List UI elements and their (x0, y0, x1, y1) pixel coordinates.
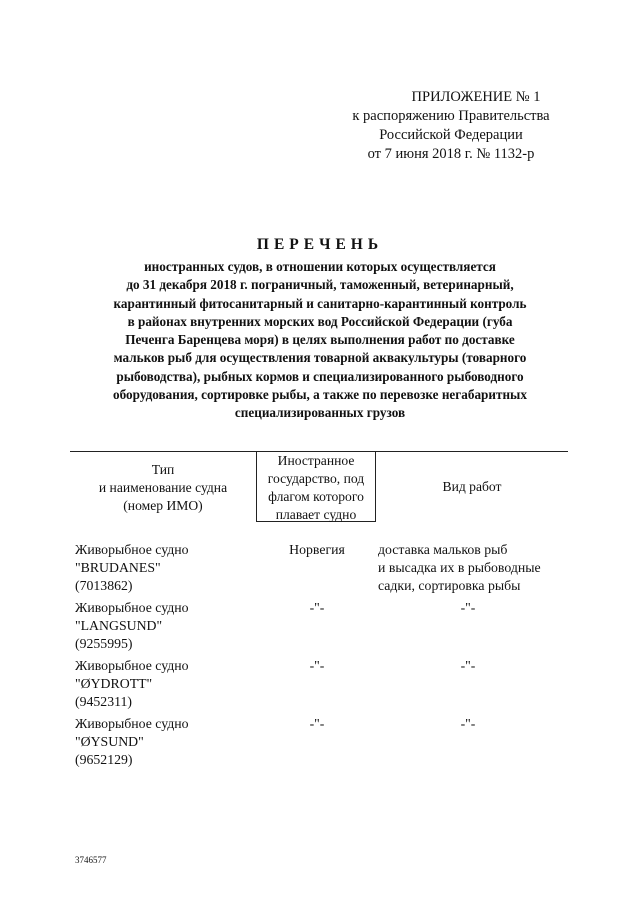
header-vessel: Тип и наименование судна (номер ИМО) (98, 462, 228, 513)
appendix-reference: к распоряжению Правительства (352, 108, 550, 124)
header-work-type: Вид работ (442, 479, 502, 494)
header-flag-state: Иностранное государство, под флагом которого плавает судно (267, 453, 365, 522)
table-row-vessel: Живорыбное судно "LANGSUND" (9255995) (75, 600, 189, 651)
table-row-flag-state: -"- (309, 600, 325, 615)
appendix-country: Российской Федерации (379, 127, 523, 143)
document-description (66, 258, 574, 423)
appendix-header (340, 88, 562, 164)
table-row-vessel: Живорыбное судно "ØYSUND" (9652129) (75, 716, 189, 767)
description-line: оборудования, сортировке рыбы, а также по перевозке негабаритных (113, 387, 527, 403)
table-row-vessel: Живорыбное судно "BRUDANES" (7013862) (75, 542, 189, 593)
table-row-work: -"- (460, 658, 476, 673)
description-line: карантинный фитосанитарный и санитарно-карантинный контроль (113, 295, 527, 311)
table-row-work: доставка мальков рыб и высадка их в рыбоводные садки, сортировка рыбы (378, 542, 541, 593)
appendix-date: от 7 июня 2018 г. № 1132-р (367, 146, 535, 162)
description-line: до 31 декабря 2018 г. пограничный, таможенный, ветеринарный, (126, 277, 514, 293)
table-row-flag-state: Норвегия (289, 542, 345, 557)
description-line: иностранных судов, в отношении которых осуществляется (144, 259, 496, 274)
description-line: рыбоводства), рыбных кормов и специализированного рыбоводного (116, 368, 524, 384)
table-row-vessel: Живорыбное судно "ØYDROTT" (9452311) (75, 658, 189, 709)
description-line: специализированных грузов (234, 405, 406, 421)
appendix-number: ПРИЛОЖЕНИЕ № 1 (411, 89, 541, 105)
description-line: Печенга Баренцева моря) в целях выполнения работ по доставке (125, 332, 515, 348)
document-code: 3746577 (75, 855, 107, 865)
table-row-flag-state: -"- (309, 716, 325, 731)
description-line: мальков рыб для осуществления товарной аквакультуры (товарного (113, 350, 527, 366)
table-row-flag-state: -"- (309, 658, 325, 673)
description-line: в районах внутренних морских вод Российской Федерации (губа (127, 313, 513, 329)
document-title: ПЕРЕЧЕНЬ (256, 236, 384, 253)
table-row-work: -"- (460, 600, 476, 615)
table-row-work: -"- (460, 716, 476, 731)
